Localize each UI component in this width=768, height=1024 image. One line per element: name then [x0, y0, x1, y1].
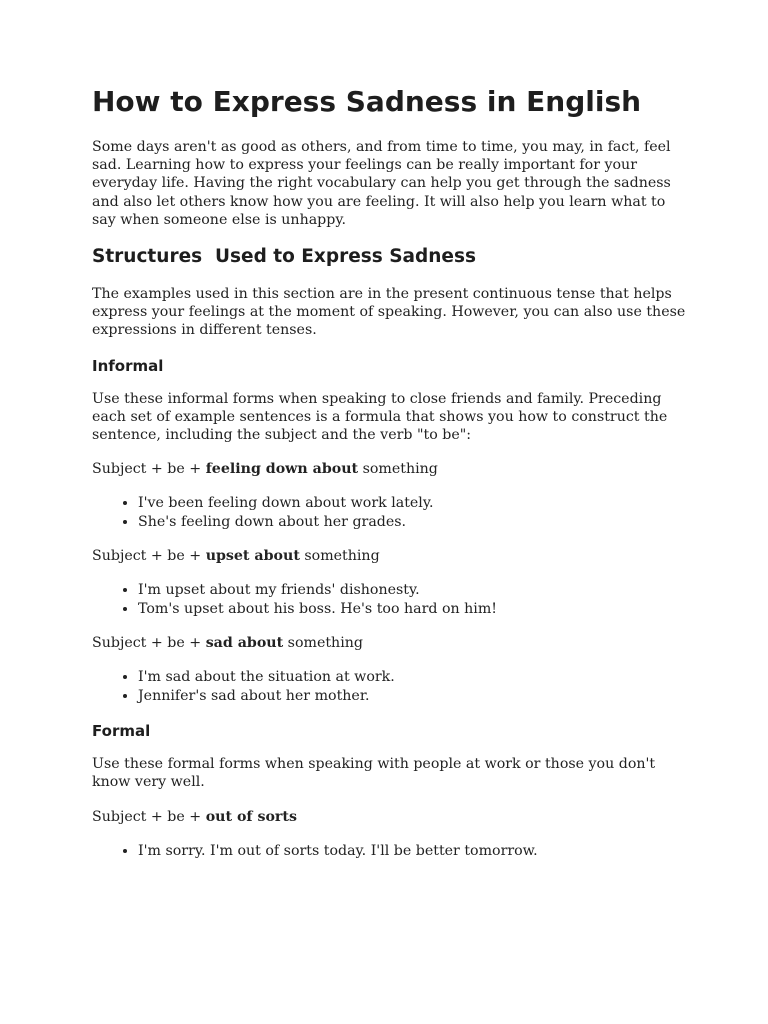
formula-prefix: Subject + be + [92, 808, 206, 825]
intro-paragraph: Some days aren't as good as others, and from time to time, you may, in fact, feel sad. Learning how to express your feelings can be really important for your everyday life. Having the right vocabulary can help you get through the sadness and also let others know how you are feeling. It will also help you learn what to say when someone else is unhappy. [92, 139, 671, 228]
example-item: • I'm upset about my friends' dishonesty. [138, 581, 692, 599]
formula-prefix: Subject + be + [92, 548, 206, 565]
example-item: • I'm sorry. I'm out of sorts today. I'll be better tomorrow. [138, 842, 692, 860]
formula-phrase: feeling down about [205, 461, 359, 478]
formula-phrase: out of sorts [205, 808, 297, 825]
formula-out-of-sorts [92, 808, 692, 826]
formal-heading: Formal [92, 722, 151, 741]
formula-feeling-down-about [92, 460, 692, 478]
example-list [92, 842, 692, 860]
formula-prefix: Subject + be + [92, 635, 206, 652]
formula-phrase: sad about [205, 635, 284, 652]
formula-suffix: something [283, 635, 363, 652]
example-list [92, 494, 692, 531]
formula-suffix: something [358, 461, 438, 478]
formula-sad-about [92, 634, 692, 652]
informal-heading: Informal [92, 356, 164, 375]
example-item: • I'm sad about the situation at work. [138, 668, 692, 686]
example-item: • I've been feeling down about work lately. [138, 494, 692, 512]
example-list [92, 581, 692, 618]
example-item: • She's feeling down about her grades. [138, 513, 692, 531]
formula-upset-about [92, 547, 692, 565]
formula-phrase: upset about [205, 548, 300, 565]
example-list [92, 668, 692, 705]
formula-suffix: something [299, 548, 380, 565]
formal-paragraph: Use these formal forms when speaking with people at work or those you don't know very well. [92, 756, 656, 791]
page-title: How to Express Sadness in English [92, 85, 642, 118]
formula-prefix: Subject + be + [92, 461, 206, 478]
document-page [92, 82, 692, 876]
structures-heading: Structures Used to Express Sadness [92, 246, 477, 268]
example-item: • Jennifer's sad about her mother. [138, 687, 692, 705]
structures-paragraph: The examples used in this section are in the present continuous tense that helps express your feelings at the moment of speaking. However, you can also use these expressions in different tenses. [92, 286, 686, 339]
example-item: • Tom's upset about his boss. He's too hard on him! [138, 600, 692, 618]
informal-paragraph: Use these informal forms when speaking to close friends and family. Preceding each set of example sentences is a formula that shows you how to construct the sentence, including the subject and the verb "to be": [92, 390, 668, 444]
